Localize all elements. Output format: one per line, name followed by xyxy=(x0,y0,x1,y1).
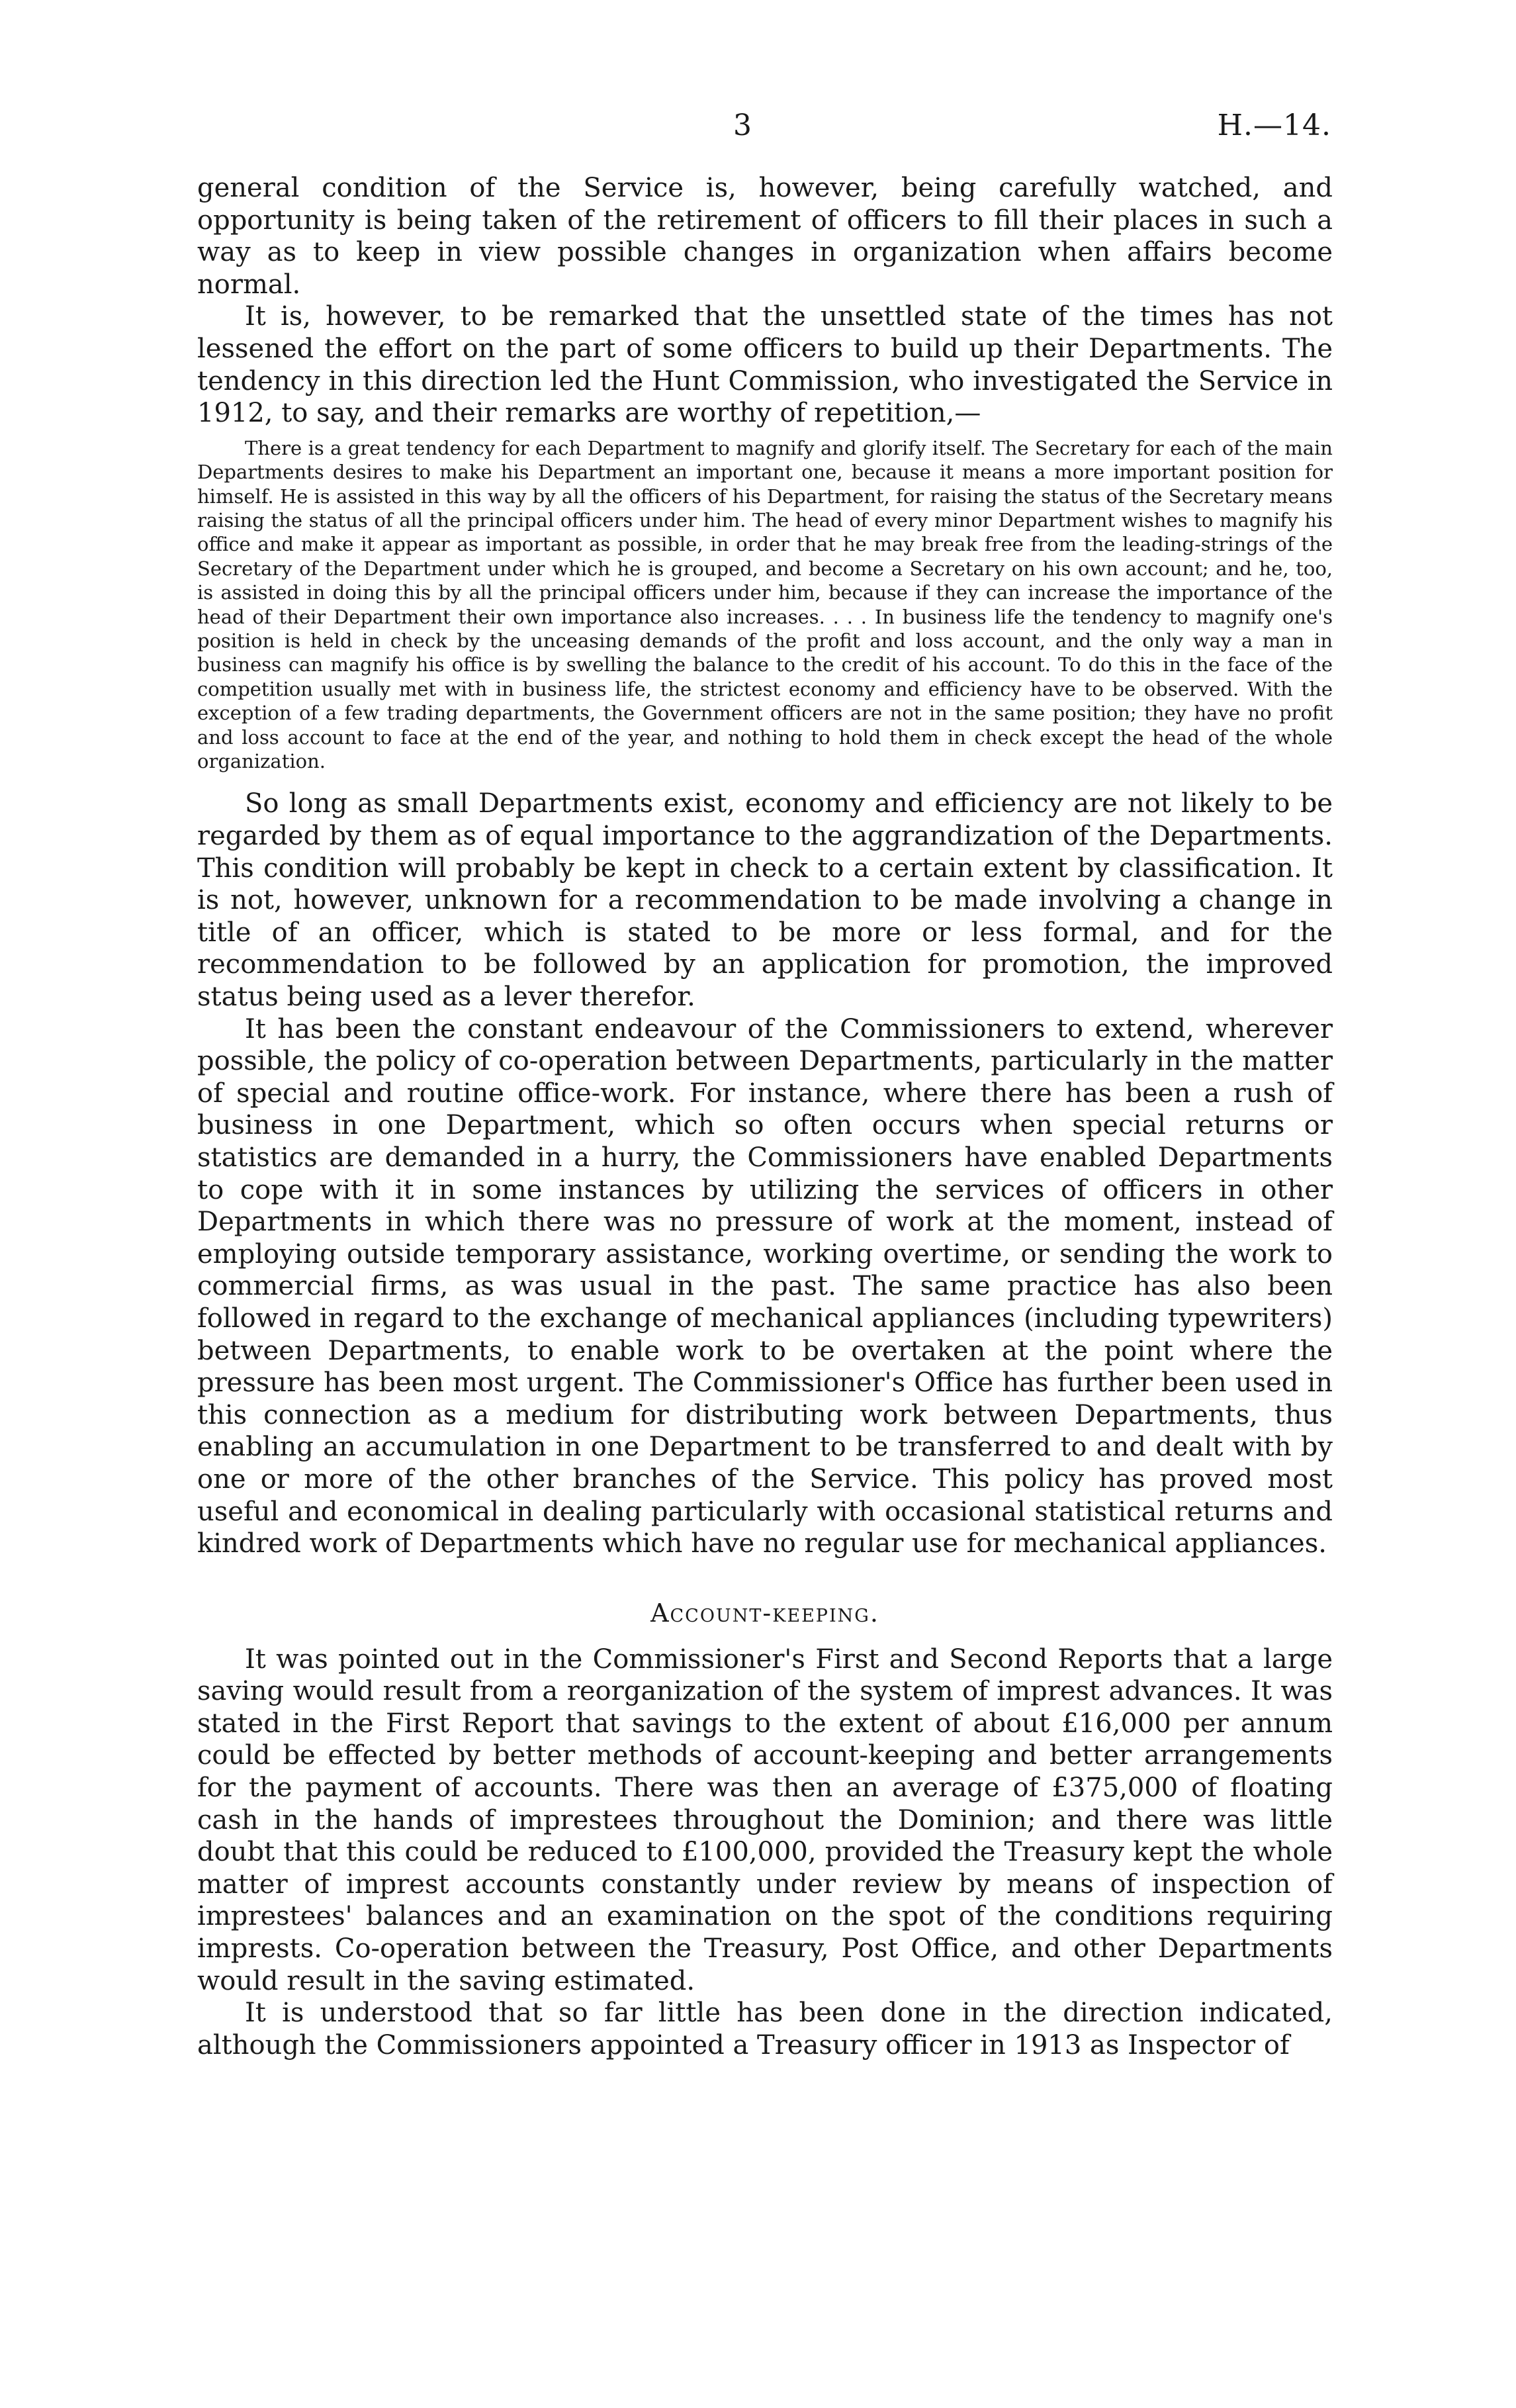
paragraph-hunt-commission: It is, however, to be remarked that the unsettled state of the times has not lessened the effort on the part of some officers to build up their Departments. The tendency in this direction led the Hunt Commission, who investigated the Service in 1912, to say, and their remarks are worthy of repetition,— xyxy=(197,301,1333,429)
paragraph-continued: general condition of the Service is, however, being carefully watched, and opportunity is being taken of the retirement of officers to fill their places in such a way as to keep in view possible changes in organization when affairs become normal. xyxy=(197,173,1333,300)
paragraph-inspector: It is understood that so far little has been done in the direction indicated, although the Commissioners appointed a Treasury officer in 1913 as Inspector of xyxy=(197,1998,1333,2061)
document-reference: H.—14. xyxy=(1217,109,1331,142)
section-heading-account-keeping: Account-keeping. xyxy=(650,1598,879,1628)
paragraph-small-departments: So long as small Departments exist, economy and efficiency are not likely to be regarded by them as of equal importance to the aggrandization of the Departments. This condition will probably be kept in check to a certain extent by classification. It is not, however, unknown for a recommendation to be made involving a change in title of an officer, which is stated to be more or less formal, and for the recommendation to be followed by an application for promotion, the improved status being used as a lever therefor. xyxy=(197,788,1333,1012)
page-header xyxy=(197,106,1333,146)
paragraph-imprest-advances: It was pointed out in the Commissioner's First and Second Reports that a large saving would result from a reorganization of the system of imprest advances. It was stated in the First Report that savings to the extent of about £16,000 per annum could be effected by better methods of account-keeping and better arrangements for the payment of accounts. There was then an average of £375,000 of floating cash in the hands of imprestees throughout the Dominion; and there was little doubt that this could be reduced to £100,000, provided the Treasury kept the whole matter of imprest accounts constantly under review by means of inspection of imprestees' balances and an examination on the spot of the conditions requiring imprests. Co-operation between the Treasury, Post Office, and other Departments would result in the saving estimated. xyxy=(197,1644,1333,1996)
hunt-commission-quote: There is a great tendency for each Department to magnify and glorify itself. The Secretary for each of the main Departments desires to make his Department an important one, because it means a more important position for himself. He is assisted in this way by all the officers of his Department, for raising the status of the Secretary means raising the status of all the principal officers under him. The head of every minor Department wishes to magnify his office and make it appear as important as possible, in order that he may break free from the leading-strings of the Secretary of the Department under which he is grouped, and become a Secretary on his own account; and he, too, is assisted in doing this by all the principal officers under him, because if they can increase the importance of the head of their Department their own importance also increases. . . . In business life the tendency to magnify one's position is held in check by the unceasing demands of the profit and loss account, and the only way a man in business can magnify his office is by swelling the balance to the credit of his account. To do this in the face of the competition usually met with in business life, the strictest economy and efficiency have to be observed. With the exception of a few trading departments, the Government officers are not in the same position; they have no profit and loss account to face at the end of the year, and nothing to hold them in check except the head of the whole organization. xyxy=(197,436,1333,773)
page-number: 3 xyxy=(733,109,752,142)
paragraph-co-operation: It has been the constant endeavour of the Commissioners to extend, wherever possible, the policy of co-operation between Departments, particularly in the matter of special and routine office-work. For instance, where there has been a rush of business in one Department, which so often occurs when special returns or statistics are demanded in a hurry, the Commissioners have enabled Departments to cope with it in some instances by utilizing the services of officers in other Departments in which there was no pressure of work at the moment, instead of employing outside temporary assistance, working overtime, or sending the work to commercial firms, as was usual in the past. The same practice has also been followed in regard to the exchange of mechanical appliances (including typewriters) between Departments, to enable work to be overtaken at the point where the pressure has been most urgent. The Commissioner's Office has further been used in this connection as a medium for distributing work between Departments, thus enabling an accumulation in one Department to be transferred to and dealt with by one or more of the other branches of the Service. This policy has proved most useful and economical in dealing particularly with occasional statistical returns and kindred work of Departments which have no regular use for mechanical appliances. xyxy=(197,1013,1333,1559)
document-page xyxy=(197,106,1333,2061)
